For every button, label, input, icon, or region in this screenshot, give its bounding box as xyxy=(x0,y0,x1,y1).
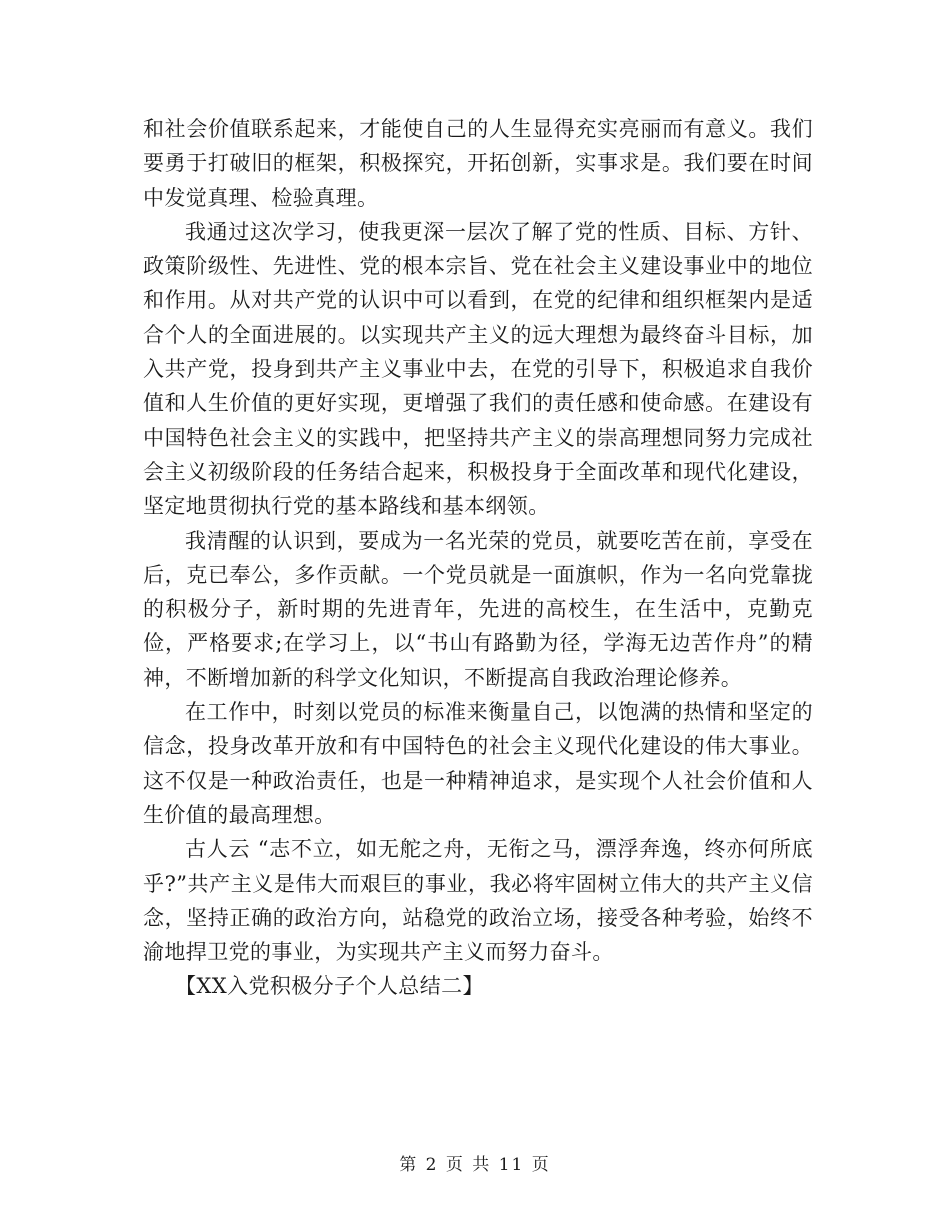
paragraph: 在工作中，时刻以党员的标准来衡量自己，以饱满的热情和坚定的信念，投身改革开放和有中国特色的社会主义现代化建设的伟大事业。这不仅是一种政治责任，也是一种精神追求，是实现个人社会价值和人生价值的最高理想。 xyxy=(143,700,813,827)
paragraph-continued: 和社会价值联系起来，才能使自己的人生显得充实亮丽而有意义。我们要勇于打破旧的框架，积极探究，开拓创新，实事求是。我们要在时间中发觉真理、检验真理。 xyxy=(143,117,813,210)
paragraph: 古人云 “志不立，如无舵之舟，无衔之马，漂浮奔逸，终亦何所底乎?”共产主义是伟大而艰巨的事业，我必将牢固树立伟大的共产主义信念，坚持正确的政治方向，站稳党的政治立场，接受各种考验，始终不渝地捍卫党的事业，为实现共产主义而努力奋斗。 xyxy=(143,837,813,965)
paragraph: 我通过这次学习，使我更深一层次了解了党的性质、目标、方针、政策阶级性、先进性、党的根本宗旨、党在社会主义建设事业中的地位和作用。从对共产党的认识中可以看到，在党的纪律和组织框架内是适合个人的全面进展的。以实现共产主义的远大理想为最终奋斗目标，加入共产党，投身到共产主义事业中去，在党的引导下，积极追求自我价值和人生价值的更好实现，更增强了我们的责任感和使命感。在建设有中国特色社会主义的实践中，把坚持共产主义的崇高理想同努力完成社会主义初级阶段的任务结合起来，积极投身于全面改革和现代化建设，坚定地贯彻执行党的基本路线和基本纲领。 xyxy=(143,219,813,519)
page-number-footer: 第 2 页 共 11 页 xyxy=(399,1155,551,1175)
document-body xyxy=(143,112,813,1004)
paragraph: 我清醒的认识到，要成为一名光荣的党员，就要吃苦在前，享受在后，克已奉公，多作贡献。一个党员就是一面旗帜，作为一名向党靠拢的积极分子，新时期的先进青年，先进的高校生，在生活中，克勤克俭，严格要求;在学习上，以“书山有路勤为径，学海无边苦作舟”的精神，不断增加新的科学文化知识，不断提高自我政治理论修养。 xyxy=(143,528,813,690)
section-heading: 【XX入党积极分子个人总结二】 xyxy=(175,974,484,999)
